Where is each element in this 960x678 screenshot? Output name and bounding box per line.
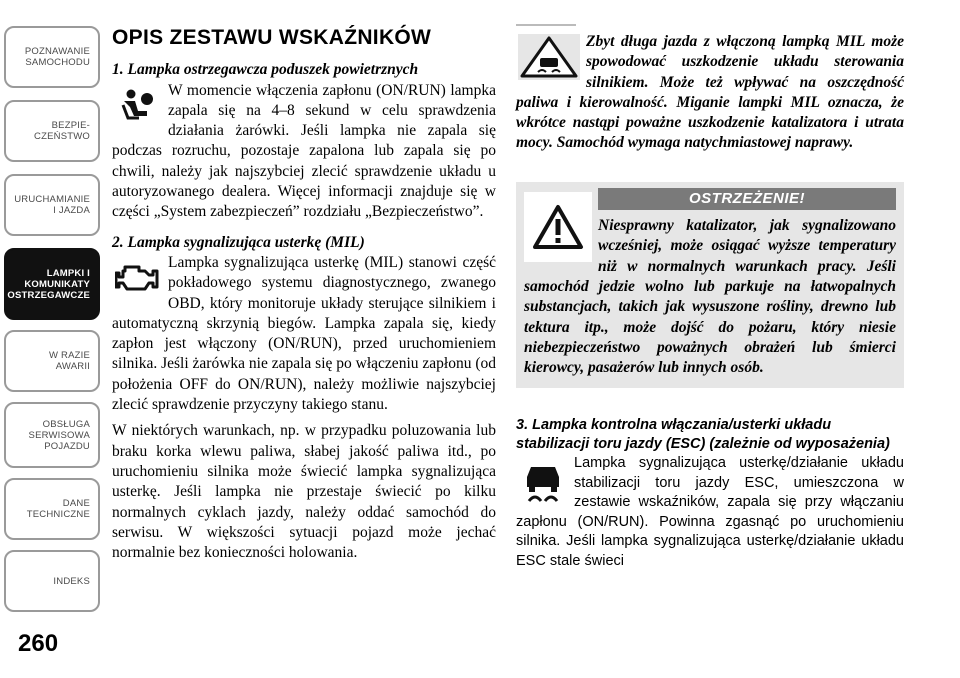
item1-heading: 1. Lampka ostrzegawcza poduszek powietrznych: [112, 61, 419, 79]
tab-w-razie-awarii[interactable]: W RAZIE AWARII: [4, 330, 100, 392]
tab-bezpieczenstwo[interactable]: BEZPIE- CZEŃSTWO: [4, 100, 100, 162]
caution-text: Zbyt długa jazda z włączoną lampką MIL może spowodować uszkodzenie układu sterowania silnikiem. Może też wpływać na oszczędność paliwa i kierowalność. Miganie lampki MIL oznacza, że wkrótce nastąpi poważne uszkodzenie katalizatora i utrata mocy. Samochód wymaga natychmiastowej naprawy.: [516, 33, 904, 152]
engine-check-icon: [112, 255, 164, 301]
item1-block: [112, 81, 496, 223]
warning-text: Niesprawny katalizator, jak sygnalizowano wcześniej, może osiągać wyższe temperatury niż w normalnych warunkach pracy. Jeśli samochód jedzie wolno lub parkuje na łatwopalnych substancjach, takich jak wysuszone rośliny, drewno lub tektura itp., może dojść do pożaru, który niesie niebezpieczeństwo poważnych obrażeń lub śmierci kierowcy, pasażerów lub innych osób.: [524, 217, 896, 377]
left-column: [112, 24, 496, 563]
skidding-car-caution-icon: [516, 32, 582, 82]
item2-heading: 2. Lampka sygnalizująca usterkę (MIL): [112, 233, 365, 251]
item1-text: W momencie włączenia zapłonu (ON/RUN) lampka zapala się na 4–8 sekund w celu sprawdzenia działania żarówki. Jeśli lampka nie zapala się podczas rozruchu, pozostaje zapalona lub zapala się po chwili, należy jak najszybciej zlecić sprawdzenie układu u autoryzowanego dealera. Więcej informacji znajduje się w części „System zabezpieczeń” rozdziału „Bezpieczeństwo”.: [112, 81, 496, 221]
warning-header: OSTRZEŻENIE!: [598, 188, 896, 210]
caution-block: [516, 24, 904, 154]
right-column: [516, 24, 904, 571]
page-title: OPIS ZESTAWU WSKAŹNIKÓW: [112, 26, 432, 49]
tab-indeks[interactable]: INDEKS: [4, 550, 100, 612]
item3-text: Lampka sygnalizująca usterkę/działanie układu stabilizacji toru jazdy ESC, umieszczona w zestawie wskaźników, zapala się przy włączaniu zapłonu (ON/RUN). Powinna zgasnąć po uruchomieniu silnika. Jeśli lampka sygnalizująca usterkę/działanie układu ESC stale świeci: [516, 455, 904, 569]
tab-obsluga-serwisowa[interactable]: OBSŁUGA SERWISOWA POJAZDU: [4, 402, 100, 468]
esc-icon: [516, 456, 570, 510]
airbag-icon: [112, 83, 164, 129]
tab-poznawanie-samochodu[interactable]: POZNAWANIE SAMOCHODU: [4, 26, 100, 88]
tab-uruchamianie-i-jazda[interactable]: URUCHAMIANIE I JAZDA: [4, 174, 100, 236]
page-number: 260: [18, 630, 59, 657]
chapter-sidebar: [0, 0, 104, 678]
item3-heading: 3. Lampka kontrolna włączania/usterki układu stabilizacji toru jazdy (ESC) (zależnie od wyposażenia): [516, 417, 890, 453]
tab-dane-techniczne[interactable]: DANE TECHNICZNE: [4, 478, 100, 540]
item2-block: [112, 253, 496, 563]
tab-lampki-i-komunikaty[interactable]: LAMPKI I KOMUNIKATY OSTRZEGAWCZE: [4, 248, 100, 320]
warning-triangle-icon: [524, 192, 592, 262]
warning-box: [516, 182, 904, 389]
item3-block: [516, 416, 904, 571]
item2-text: Lampka sygnalizująca usterkę (MIL) stanowi część pokładowego systemu diagnostycznego, zwanego OBD, który monitoruje układy sterujące silnikiem i automatyczną skrzynią biegów. Lampka zapala się, kiedy zapłon jest włączony (ON/RUN), przed uruchomieniem silnika. Jeśli żarówka nie zapala się po włączeniu zapłonu (od położenia OFF do ON/RUN), należy możliwie najszybciej zlecić sprawdzenie przyczyny takiego stanu.: [112, 253, 496, 414]
item2-text-2: W niektórych warunkach, np. w przypadku poluzowania lub braku korka wlewu paliwa, słabej jakość paliwa itd., po uruchomieniu silnika może świecić lampka sygnalizująca usterkę. Jeśli lampka nie przestaje świecić po kilku normalnych cyklach jazdy, należy oddać samochód do serwisu. W większości sytuacji pojazd może jechać normalnie bez konieczności holowania.: [112, 422, 496, 562]
